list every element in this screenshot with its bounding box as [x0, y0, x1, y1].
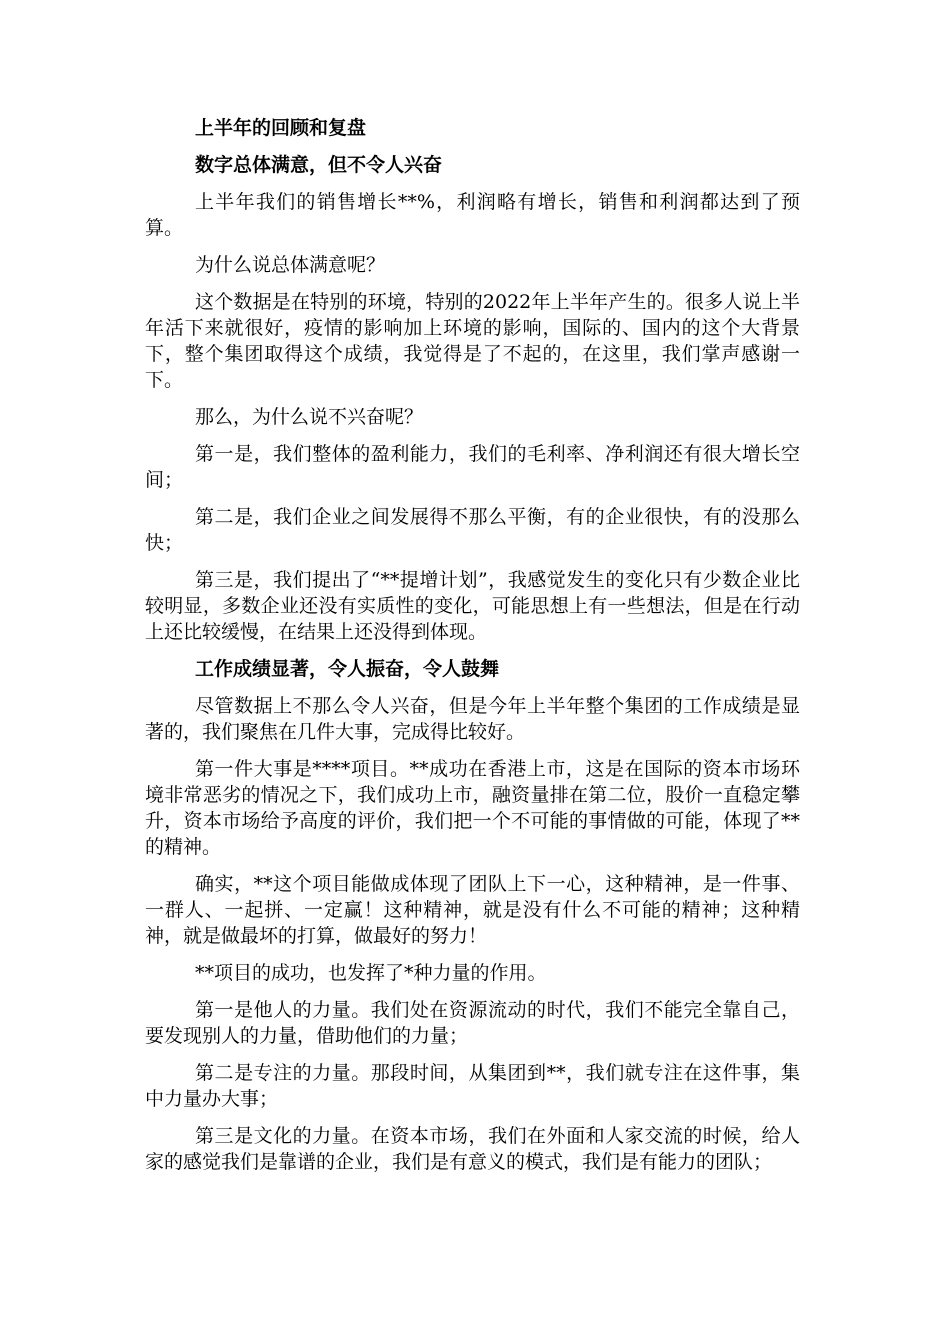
paragraph-force-others: 第一是他人的力量。我们处在资源流动的时代，我们不能完全靠自己，要发现别人的力量，借助他们的力量； [145, 999, 800, 1047]
paragraph-reason-two: 第二是，我们企业之间发展得不那么平衡，有的企业很快，有的没那么快； [145, 506, 800, 554]
paragraph-achievements-intro: 尽管数据上不那么令人兴奋，但是今年上半年整个集团的工作成绩是显著的，我们聚焦在几件大事，完成得比较好。 [145, 695, 800, 743]
section-heading-satisfaction: 数字总体满意，但不令人兴奋 [195, 154, 443, 176]
paragraph-reason-three: 第三是，我们提出了“**提增计划”，我感觉发生的变化只有少数企业比较明显，多数企业还没有实质性的变化，可能思想上有一些想法，但是在行动上还比较缓慢，在结果上还没得到体现。 [145, 569, 800, 643]
document-title: 上半年的回顾和复盘 [195, 117, 367, 139]
paragraph-team-spirit: 确实，**这个项目能做成体现了团队上下一心，这种精神，是一件事、一群人、一起拼、一定赢！这种精神，就是没有什么不可能的精神；这种精神，就是做最坏的打算，做最好的努力！ [145, 873, 800, 947]
section-heading-achievements: 工作成绩显著，令人振奋，令人鼓舞 [195, 658, 500, 680]
paragraph-forces-intro: **项目的成功，也发挥了*种力量的作用。 [195, 962, 547, 984]
paragraph-sales-growth: 上半年我们的销售增长**%，利润略有增长，销售和利润都达到了预算。 [145, 191, 800, 239]
paragraph-why-not-excited: 那么，为什么说不兴奋呢？ [195, 406, 424, 428]
document-page [145, 115, 800, 1186]
paragraph-environment: 这个数据是在特别的环境，特别的2022年上半年产生的。很多人说上半年活下来就很好，疫情的影响加上环境的影响，国际的、国内的这个大背景下，整个集团取得这个成绩，我觉得是了不起的，在这里，我们掌声感谢一下。 [145, 291, 800, 391]
paragraph-force-focus: 第二是专注的力量。那段时间，从集团到**，我们就专注在这件事，集中力量办大事； [145, 1062, 800, 1110]
paragraph-first-major-event: 第一件大事是****项目。**成功在香港上市，这是在国际的资本市场环境非常恶劣的情况之下，我们成功上市，融资量排在第二位，股价一直稳定攀升，资本市场给予高度的评价，我们把一个不可能的事情做的可能，体现了**的精神。 [145, 758, 800, 858]
paragraph-force-culture: 第三是文化的力量。在资本市场，我们在外面和人家交流的时候，给人家的感觉我们是靠谱的企业，我们是有意义的模式，我们是有能力的团队； [145, 1125, 800, 1173]
paragraph-why-satisfied: 为什么说总体满意呢？ [195, 254, 386, 276]
paragraph-reason-one: 第一是，我们整体的盈利能力，我们的毛利率、净利润还有很大增长空间； [145, 443, 800, 491]
